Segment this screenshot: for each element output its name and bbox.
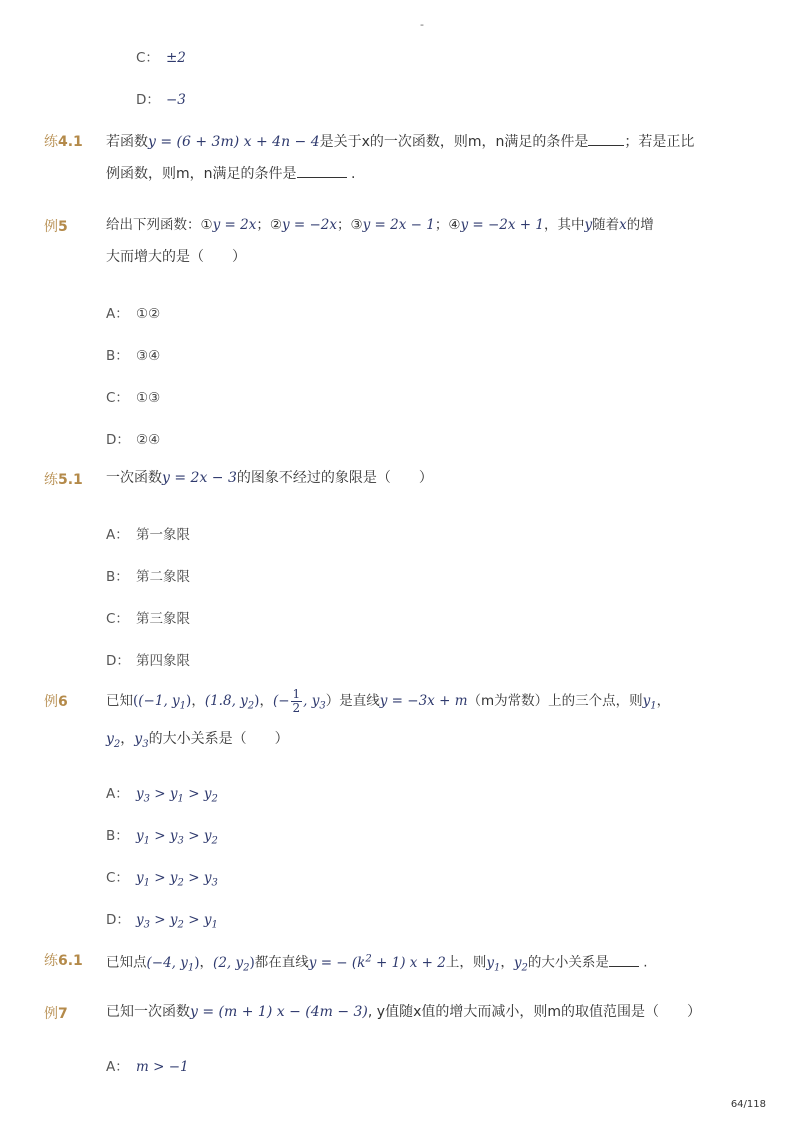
label-prefix: 练	[44, 953, 58, 969]
label-number: 6	[58, 694, 68, 710]
function-formula: y = (6 + 3m) x + 4n − 4	[148, 134, 320, 150]
option-a[interactable]	[106, 782, 218, 805]
option-letter: C：	[106, 390, 129, 406]
superscript: 2	[365, 953, 372, 964]
option-math: m > −1	[136, 1059, 189, 1075]
subscript: 1	[179, 700, 187, 712]
text: 的图象不经过的象限是（ ）	[236, 470, 433, 486]
text: .	[643, 954, 648, 971]
answer-blank[interactable]	[588, 131, 624, 146]
subscript: 1	[650, 700, 657, 712]
text: , y值随x值的增大而减小，则m的取值范围是（ ）	[367, 1004, 702, 1020]
text: （m为常数）上的三个点，则	[467, 693, 643, 709]
sep: ，	[199, 954, 214, 971]
option-text: 第一象限	[136, 527, 190, 543]
question-5-1	[106, 469, 433, 487]
option-d-prev[interactable]	[136, 88, 186, 108]
point-1: (−1, y	[138, 693, 180, 709]
s: 3	[177, 835, 184, 847]
m: > y	[150, 912, 178, 928]
text: ，	[500, 954, 514, 971]
label-prefix: 例	[44, 219, 58, 235]
s: 1	[211, 919, 218, 931]
label-number: 6.1	[58, 953, 83, 969]
option-letter: D：	[106, 912, 130, 928]
line-formula-b: + 1) x + 2	[371, 954, 446, 971]
m: y	[136, 912, 144, 928]
m: y	[136, 786, 144, 802]
s: 3	[211, 877, 218, 889]
option-letter: A：	[106, 306, 129, 322]
option-d[interactable]	[106, 908, 218, 931]
text: 上，则	[445, 954, 487, 971]
text: 若函数	[106, 134, 148, 150]
mark: ；③	[337, 217, 363, 233]
var-y1: y	[642, 693, 651, 709]
m: y	[136, 870, 144, 886]
text: 一次函数	[106, 470, 162, 486]
option-text: ①②	[136, 306, 161, 322]
s: 1	[143, 877, 151, 889]
text: 的大小关系是（ ）	[148, 731, 289, 747]
question-label-7	[44, 1003, 68, 1023]
label-prefix: 练	[44, 472, 58, 488]
question-4-1-line2	[106, 163, 355, 183]
label-prefix: 练	[44, 134, 58, 150]
sep: ，	[191, 693, 205, 709]
option-letter: B：	[106, 828, 129, 844]
subscript: 2	[243, 962, 250, 974]
m: > y	[150, 828, 178, 844]
option-text: 第三象限	[136, 611, 190, 627]
subscript: 2	[113, 738, 121, 750]
page-number: 64/118	[730, 1099, 766, 1110]
text: 的大小关系是	[527, 954, 609, 971]
subscript: 3	[142, 738, 149, 750]
text: 都在直线	[254, 954, 309, 971]
option-letter: B：	[106, 569, 129, 585]
sep: ，	[259, 693, 273, 709]
option-a[interactable]	[106, 302, 160, 322]
mark: ；②	[256, 217, 282, 233]
var-y1: y	[486, 954, 495, 971]
label-number: 4.1	[58, 134, 83, 150]
m: > y	[183, 912, 212, 928]
option-a[interactable]	[106, 1055, 189, 1075]
option-letter: C：	[106, 870, 129, 886]
s: 3	[143, 793, 151, 805]
option-text: ②④	[136, 432, 161, 448]
line-formula-a: y = − (k	[308, 954, 366, 971]
option-letter: C：	[136, 50, 159, 66]
function-formula: y = (m + 1) x − (4m − 3)	[190, 1004, 368, 1020]
option-b[interactable]	[106, 824, 218, 847]
question-label-6	[44, 691, 68, 711]
var-y3: y	[134, 731, 143, 747]
text: 已知	[106, 693, 133, 709]
text: ）是直线	[325, 693, 380, 709]
option-text: 第四象限	[136, 653, 190, 669]
subscript: 3	[319, 700, 326, 712]
question-label-5	[44, 216, 68, 236]
option-letter: A：	[106, 1059, 129, 1075]
subscript: 1	[187, 962, 195, 974]
s: 1	[143, 835, 151, 847]
point-3-prefix: (−	[272, 693, 290, 709]
option-letter: B：	[106, 348, 129, 364]
s: 2	[177, 919, 184, 931]
option-letter: D：	[106, 653, 130, 669]
option-c[interactable]	[106, 386, 160, 406]
line-formula: y = −3x + m	[379, 693, 468, 709]
question-6-line1: 已知((−1, $y_1$)，(1.8, $y_2$)，(− $\frac{1}{2}$ , $y_3$）是直线y = −3x + m（m为常数）上的三个点，则$y_1$，	[106, 687, 671, 715]
function-3: y = 2x − 1	[362, 217, 435, 233]
fraction	[291, 688, 303, 715]
m: > y	[150, 870, 178, 886]
function-4: y = −2x + 1	[460, 217, 544, 233]
var-x: x	[619, 217, 627, 233]
option-text: ①③	[136, 390, 161, 406]
s: 1	[177, 793, 184, 805]
question-5-line1	[106, 216, 654, 234]
var-y: y	[584, 217, 593, 233]
m: > y	[183, 870, 212, 886]
text: ，	[656, 693, 671, 709]
option-c-prev[interactable]	[136, 46, 186, 66]
text: 已知点	[106, 954, 147, 971]
label-prefix: 例	[44, 694, 58, 710]
s: 2	[211, 835, 218, 847]
option-a[interactable]	[106, 523, 190, 543]
s: 2	[211, 793, 218, 805]
m: > y	[183, 828, 212, 844]
option-letter: A：	[106, 527, 129, 543]
point-2: (2, y	[213, 954, 244, 971]
question-7	[106, 1003, 701, 1021]
text: ；若是正比	[624, 134, 695, 150]
m: y	[136, 828, 144, 844]
option-letter: A：	[106, 786, 129, 802]
label-number: 5	[58, 219, 68, 235]
text: 例函数，则m，n满足的条件是	[106, 166, 297, 182]
text: 的增	[626, 217, 654, 233]
text: ，	[120, 731, 135, 747]
option-b[interactable]	[106, 344, 160, 364]
question-6-line2	[106, 730, 289, 754]
option-c[interactable]	[106, 866, 218, 889]
question-label-5-1	[44, 469, 83, 489]
text: 是关于x的一次函数，则m，n满足的条件是	[319, 134, 589, 150]
m: > y	[183, 786, 212, 802]
point-3-post: , y	[303, 693, 320, 709]
option-text: 第二象限	[136, 569, 190, 585]
option-math: −3	[166, 92, 186, 108]
option-d[interactable]	[106, 428, 160, 448]
option-letter: D：	[106, 432, 130, 448]
text: 已知一次函数	[106, 1004, 190, 1020]
subscript: 2	[247, 700, 255, 712]
s: 2	[177, 877, 184, 889]
question-4-1-line1	[106, 131, 694, 151]
s: 3	[143, 919, 151, 931]
function-1: y = 2x	[212, 217, 257, 233]
numerator: 1	[292, 687, 301, 701]
option-text: ③④	[136, 348, 161, 364]
subscript: 1	[494, 962, 501, 974]
denominator: 2	[292, 701, 301, 715]
option-c[interactable]	[106, 607, 190, 627]
question-5-line2: 大而增大的是（ ）	[106, 249, 246, 265]
answer-blank[interactable]	[297, 163, 347, 178]
option-letter: D：	[136, 92, 160, 108]
function-2: y = −2x	[281, 217, 337, 233]
option-d[interactable]	[106, 649, 190, 669]
var-y2: y	[106, 731, 114, 747]
text: 给出下列函数：	[106, 217, 201, 233]
question-6-1: 已知点(−4, $y_1$)，(2, $y_2$)都在直线y = − $(k^2 + 1) x + 2$上，则$y_1$，$y_2$的大小关系是 .	[106, 953, 648, 974]
text: ，其中	[543, 217, 585, 233]
mark: ①	[200, 217, 213, 233]
text: 随着	[592, 217, 620, 233]
question-label-6-1	[44, 950, 83, 970]
option-b[interactable]	[106, 565, 190, 585]
point-1: (−4, y	[146, 954, 188, 971]
var-y2: y	[513, 954, 522, 971]
top-mark: -	[420, 18, 424, 31]
label-number: 5.1	[58, 472, 83, 488]
point-2: (1.8, y	[204, 693, 248, 709]
m: > y	[150, 786, 178, 802]
question-label-4-1	[44, 131, 83, 151]
label-prefix: 例	[44, 1006, 58, 1022]
option-math: ±2	[166, 50, 186, 66]
subscript: 2	[521, 962, 528, 974]
answer-blank[interactable]	[609, 952, 639, 967]
option-letter: C：	[106, 611, 129, 627]
mark: ；④	[434, 217, 461, 233]
label-number: 7	[58, 1006, 68, 1022]
function-formula: y = 2x − 3	[162, 470, 237, 486]
text: .	[350, 166, 356, 182]
